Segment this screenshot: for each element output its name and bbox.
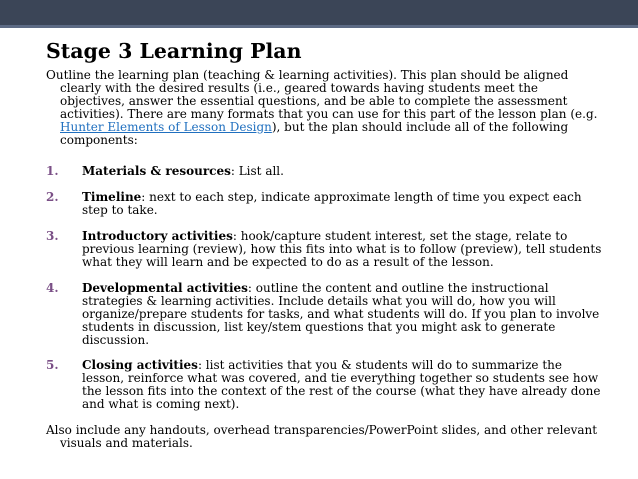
- header-bar-edge: [0, 25, 638, 28]
- intro-text-start: Outline the learning plan (teaching & learning activities). This plan should be aligned clearly with the desired results (i.e., geared towards having students meet the objectives, answer the essential questions, and be able to complete the assessment activities). There are many formats that you can use for this part of the lesson plan (e.g.: [46, 68, 598, 121]
- hunter-lesson-design-link[interactable]: Hunter Elements of Lesson Design: [60, 119, 272, 134]
- components-list: [46, 165, 606, 411]
- list-item-term: Timeline: [82, 190, 142, 205]
- slide-title: Stage 3 Learning Plan: [46, 39, 302, 63]
- list-item-text: : hook/capture student interest, set the stage, relate to previous learning (review), how this fits into what is to follow (preview), tell students what they will learn and be expected to do as a result of the lesson.: [82, 229, 602, 269]
- list-item: [46, 165, 606, 178]
- list-item-term: Closing activities: [82, 358, 198, 373]
- list-item-term: Materials & resources: [82, 164, 231, 179]
- list-item-text: : outline the content and outline the instructional strategies & learning activities. Include details what you will do, how you will organize/prepare students for tasks, and what students will do. If you plan to involve students in discussion, list key/stem questions that you might ask to generate discussion.: [82, 280, 600, 347]
- list-item-number: 4.: [46, 280, 59, 295]
- list-item-term: Introductory activities: [82, 229, 233, 244]
- list-item-text: : list activities that you & students will do to summarize the lesson, reinforce what was covered, and tie everything together so students see how the lesson fits into the context of the rest of the course (what they have already done and what is coming next).: [82, 358, 601, 412]
- header-bar: [0, 0, 638, 28]
- slide-content: [46, 38, 606, 450]
- list-item: [46, 282, 606, 347]
- list-item-number: 1.: [46, 164, 59, 179]
- intro-text-end: ), but the plan should include all of the following components:: [60, 119, 569, 147]
- list-item-term: Developmental activities: [82, 280, 248, 295]
- list-item-text: : next to each step, indicate approximate length of time you expect each step to take.: [82, 190, 582, 218]
- list-item: [46, 191, 606, 217]
- list-item-number: 3.: [46, 229, 59, 244]
- intro-paragraph: [46, 69, 606, 146]
- list-item: [46, 359, 606, 411]
- list-item-number: 5.: [46, 358, 59, 373]
- list-item-text: : List all.: [230, 164, 284, 179]
- closing-paragraph: Also include any handouts, overhead transparencies/PowerPoint slides, and other relevant visuals and materials.: [46, 423, 598, 450]
- list-item: [46, 230, 606, 269]
- list-item-number: 2.: [46, 190, 59, 205]
